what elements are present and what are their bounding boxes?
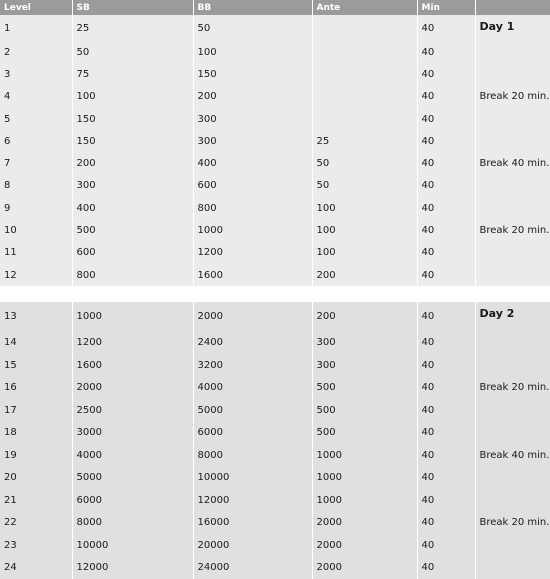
- cell-min: 40: [417, 399, 475, 422]
- cell-bb: 3200: [193, 354, 312, 377]
- cell-ante: 300: [312, 354, 417, 377]
- cell-note: Break 20 min.: [475, 86, 550, 108]
- cell-ante: [312, 108, 417, 130]
- day-2-section: [0, 302, 550, 579]
- cell-sb: 2000: [72, 376, 193, 399]
- cell-bb: 200: [193, 86, 312, 108]
- cell-note: [475, 421, 550, 444]
- table-row: [0, 376, 550, 399]
- table-row: [0, 152, 550, 174]
- cell-note: [475, 399, 550, 422]
- cell-level: 2: [0, 41, 72, 63]
- cell-note: [475, 331, 550, 354]
- table-row: [0, 197, 550, 219]
- table-row: [0, 534, 550, 557]
- cell-min: 40: [417, 152, 475, 174]
- header-note: [475, 0, 550, 15]
- cell-note: [475, 354, 550, 377]
- cell-sb: 150: [72, 130, 193, 152]
- cell-note: Break 20 min.: [475, 219, 550, 241]
- cell-ante: 1000: [312, 489, 417, 512]
- table-row: [0, 421, 550, 444]
- header-level: Level: [0, 0, 72, 15]
- cell-bb: 8000: [193, 444, 312, 467]
- cell-sb: 75: [72, 63, 193, 85]
- cell-sb: 400: [72, 197, 193, 219]
- cell-note: [475, 466, 550, 489]
- cell-min: 40: [417, 242, 475, 264]
- cell-bb: 300: [193, 130, 312, 152]
- cell-ante: 100: [312, 219, 417, 241]
- cell-note: [475, 197, 550, 219]
- cell-note: Break 40 min.: [475, 152, 550, 174]
- cell-level: 12: [0, 264, 72, 286]
- cell-ante: 50: [312, 175, 417, 197]
- cell-min: 40: [417, 444, 475, 467]
- cell-bb: 1600: [193, 264, 312, 286]
- header-row: [0, 0, 550, 15]
- cell-ante: 300: [312, 331, 417, 354]
- cell-ante: [312, 63, 417, 85]
- cell-min: 40: [417, 130, 475, 152]
- cell-sb: 1600: [72, 354, 193, 377]
- cell-sb: 12000: [72, 556, 193, 579]
- cell-min: 40: [417, 534, 475, 557]
- cell-min: 40: [417, 302, 475, 331]
- cell-sb: 500: [72, 219, 193, 241]
- cell-sb: 10000: [72, 534, 193, 557]
- cell-note: [475, 41, 550, 63]
- cell-min: 40: [417, 86, 475, 108]
- cell-note: Break 20 min.: [475, 376, 550, 399]
- cell-min: 40: [417, 331, 475, 354]
- cell-min: 40: [417, 219, 475, 241]
- cell-sb: 50: [72, 41, 193, 63]
- cell-note: [475, 63, 550, 85]
- cell-sb: 300: [72, 175, 193, 197]
- table-row: [0, 242, 550, 264]
- cell-ante: 1000: [312, 466, 417, 489]
- cell-bb: 12000: [193, 489, 312, 512]
- cell-level: 22: [0, 511, 72, 534]
- cell-sb: 5000: [72, 466, 193, 489]
- cell-min: 40: [417, 63, 475, 85]
- cell-bb: 10000: [193, 466, 312, 489]
- cell-min: 40: [417, 354, 475, 377]
- table-row: [0, 63, 550, 85]
- cell-bb: 100: [193, 41, 312, 63]
- table-row: [0, 489, 550, 512]
- cell-note: Break 20 min.: [475, 511, 550, 534]
- table-row: [0, 130, 550, 152]
- cell-ante: 200: [312, 302, 417, 331]
- cell-sb: 3000: [72, 421, 193, 444]
- cell-ante: 2000: [312, 534, 417, 557]
- header-sb: SB: [72, 0, 193, 15]
- cell-level: 6: [0, 130, 72, 152]
- cell-bb: 5000: [193, 399, 312, 422]
- cell-note: [475, 264, 550, 286]
- cell-sb: 1000: [72, 302, 193, 331]
- cell-sb: 150: [72, 108, 193, 130]
- cell-level: 18: [0, 421, 72, 444]
- cell-bb: 6000: [193, 421, 312, 444]
- cell-level: 7: [0, 152, 72, 174]
- cell-bb: 2400: [193, 331, 312, 354]
- cell-bb: 16000: [193, 511, 312, 534]
- cell-level: 4: [0, 86, 72, 108]
- cell-level: 5: [0, 108, 72, 130]
- cell-ante: [312, 86, 417, 108]
- header-bb: BB: [193, 0, 312, 15]
- cell-sb: 6000: [72, 489, 193, 512]
- cell-sb: 1200: [72, 331, 193, 354]
- cell-bb: 4000: [193, 376, 312, 399]
- cell-ante: 2000: [312, 511, 417, 534]
- cell-bb: 24000: [193, 556, 312, 579]
- cell-level: 23: [0, 534, 72, 557]
- cell-level: 11: [0, 242, 72, 264]
- cell-level: 15: [0, 354, 72, 377]
- spacer-row: [0, 286, 550, 302]
- header-ante: Ante: [312, 0, 417, 15]
- cell-sb: 600: [72, 242, 193, 264]
- table-row: [0, 556, 550, 579]
- cell-sb: 8000: [72, 511, 193, 534]
- cell-min: 40: [417, 197, 475, 219]
- table-row: [0, 15, 550, 41]
- cell-level: 19: [0, 444, 72, 467]
- table-row: [0, 354, 550, 377]
- cell-note: Day 2: [475, 302, 550, 331]
- cell-note: [475, 175, 550, 197]
- cell-note: [475, 130, 550, 152]
- cell-min: 40: [417, 489, 475, 512]
- cell-level: 21: [0, 489, 72, 512]
- cell-sb: 25: [72, 15, 193, 41]
- cell-bb: 600: [193, 175, 312, 197]
- table-row: [0, 264, 550, 286]
- cell-ante: 100: [312, 197, 417, 219]
- table-row: [0, 219, 550, 241]
- table-row: [0, 108, 550, 130]
- cell-ante: [312, 41, 417, 63]
- table-header: [0, 0, 550, 15]
- day-1-section: [0, 15, 550, 286]
- cell-level: 8: [0, 175, 72, 197]
- cell-ante: [312, 15, 417, 41]
- cell-level: 24: [0, 556, 72, 579]
- cell-min: 40: [417, 108, 475, 130]
- cell-bb: 1200: [193, 242, 312, 264]
- cell-level: 3: [0, 63, 72, 85]
- cell-ante: 200: [312, 264, 417, 286]
- cell-note: Break 40 min.: [475, 444, 550, 467]
- cell-note: [475, 108, 550, 130]
- cell-bb: 1000: [193, 219, 312, 241]
- cell-bb: 150: [193, 63, 312, 85]
- cell-min: 40: [417, 556, 475, 579]
- cell-sb: 2500: [72, 399, 193, 422]
- table-row: [0, 86, 550, 108]
- table-row: [0, 444, 550, 467]
- table-row: [0, 466, 550, 489]
- table-row: [0, 511, 550, 534]
- table-row: [0, 175, 550, 197]
- cell-level: 17: [0, 399, 72, 422]
- cell-min: 40: [417, 376, 475, 399]
- cell-level: 20: [0, 466, 72, 489]
- cell-level: 16: [0, 376, 72, 399]
- cell-bb: 20000: [193, 534, 312, 557]
- cell-ante: 1000: [312, 444, 417, 467]
- cell-sb: 100: [72, 86, 193, 108]
- cell-min: 40: [417, 511, 475, 534]
- section-spacer: [0, 286, 550, 302]
- table-row: [0, 331, 550, 354]
- cell-note: Day 1: [475, 15, 550, 41]
- cell-bb: 300: [193, 108, 312, 130]
- cell-note: [475, 534, 550, 557]
- cell-level: 1: [0, 15, 72, 41]
- cell-ante: 500: [312, 399, 417, 422]
- table-row: [0, 399, 550, 422]
- cell-level: 10: [0, 219, 72, 241]
- cell-note: [475, 242, 550, 264]
- table-row: [0, 41, 550, 63]
- cell-ante: 100: [312, 242, 417, 264]
- cell-sb: 4000: [72, 444, 193, 467]
- table-row: [0, 302, 550, 331]
- cell-min: 40: [417, 466, 475, 489]
- cell-note: [475, 489, 550, 512]
- header-min: Min: [417, 0, 475, 15]
- cell-level: 9: [0, 197, 72, 219]
- cell-sb: 800: [72, 264, 193, 286]
- cell-note: [475, 556, 550, 579]
- cell-ante: 25: [312, 130, 417, 152]
- cell-min: 40: [417, 264, 475, 286]
- cell-ante: 2000: [312, 556, 417, 579]
- cell-bb: 400: [193, 152, 312, 174]
- cell-min: 40: [417, 421, 475, 444]
- cell-bb: 800: [193, 197, 312, 219]
- cell-level: 13: [0, 302, 72, 331]
- cell-min: 40: [417, 41, 475, 63]
- cell-level: 14: [0, 331, 72, 354]
- cell-sb: 200: [72, 152, 193, 174]
- cell-ante: 500: [312, 421, 417, 444]
- cell-ante: 500: [312, 376, 417, 399]
- cell-min: 40: [417, 175, 475, 197]
- cell-ante: 50: [312, 152, 417, 174]
- cell-min: 40: [417, 15, 475, 41]
- cell-bb: 2000: [193, 302, 312, 331]
- cell-bb: 50: [193, 15, 312, 41]
